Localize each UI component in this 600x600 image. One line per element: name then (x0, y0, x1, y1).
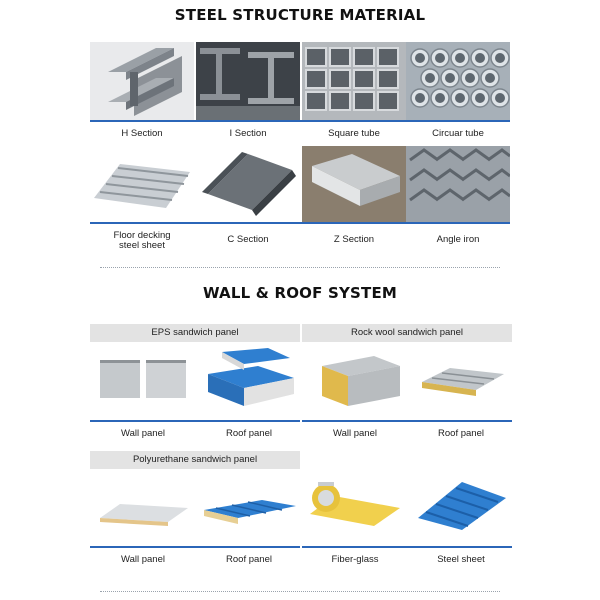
rockwool-roof-panel-label: Roof panel (438, 428, 484, 439)
floor-decking-label-line1: Floor decking (113, 230, 171, 241)
square-tube-label: Square tube (328, 128, 380, 139)
rockwool-wall-panel-image (304, 348, 406, 414)
angle-iron-label: Angle iron (436, 234, 480, 245)
pu-roof-panel-image (198, 474, 300, 540)
pu-roof-panel-label: Roof panel (226, 554, 272, 565)
row-divider (90, 120, 510, 122)
rockwool-roof-panel-image (410, 348, 512, 414)
row-divider (302, 546, 512, 548)
row-divider (302, 420, 512, 422)
circular-tube-image (406, 42, 510, 120)
wall-roof-section-title: WALL & ROOF SYSTEM (202, 284, 398, 302)
square-tube-image (302, 42, 406, 120)
row-divider (90, 420, 300, 422)
c-section-image (196, 146, 300, 222)
floor-decking-image (90, 146, 194, 222)
eps-wall-panel-image (92, 348, 194, 414)
circular-tube-label: Circuar tube (432, 128, 484, 139)
floor-decking-label-line2: steel sheet (119, 240, 165, 251)
eps-wall-panel-label: Wall panel (120, 428, 165, 439)
eps-roof-panel-image (198, 348, 300, 414)
section-divider (100, 591, 500, 592)
h-section-image (90, 42, 194, 120)
section-divider (100, 267, 500, 268)
steel-sheet-label: Steel sheet (437, 554, 485, 565)
angle-iron-image (406, 146, 510, 222)
fiberglass-image (304, 474, 406, 540)
c-section-label: C Section (227, 234, 269, 245)
steel-sheet-image (410, 474, 512, 540)
i-section-label: I Section (229, 128, 267, 139)
pu-wall-panel-image (92, 474, 194, 540)
rockwool-group-header: Rock wool sandwich panel (302, 324, 512, 342)
i-section-image (196, 42, 300, 120)
row-divider (90, 546, 300, 548)
pu-wall-panel-label: Wall panel (120, 554, 165, 565)
h-section-label: H Section (121, 128, 163, 139)
row-divider (90, 222, 510, 224)
fiberglass-label: Fiber-glass (331, 554, 379, 565)
floor-decking-label (90, 231, 194, 251)
eps-roof-panel-label: Roof panel (226, 428, 272, 439)
polyurethane-group-header: Polyurethane sandwich panel (90, 451, 300, 469)
eps-group-header: EPS sandwich panel (90, 324, 300, 342)
rockwool-wall-panel-label: Wall panel (332, 428, 377, 439)
steel-section-title: STEEL STRUCTURE MATERIAL (174, 6, 426, 24)
z-section-label: Z Section (333, 234, 375, 245)
z-section-image (302, 146, 406, 222)
